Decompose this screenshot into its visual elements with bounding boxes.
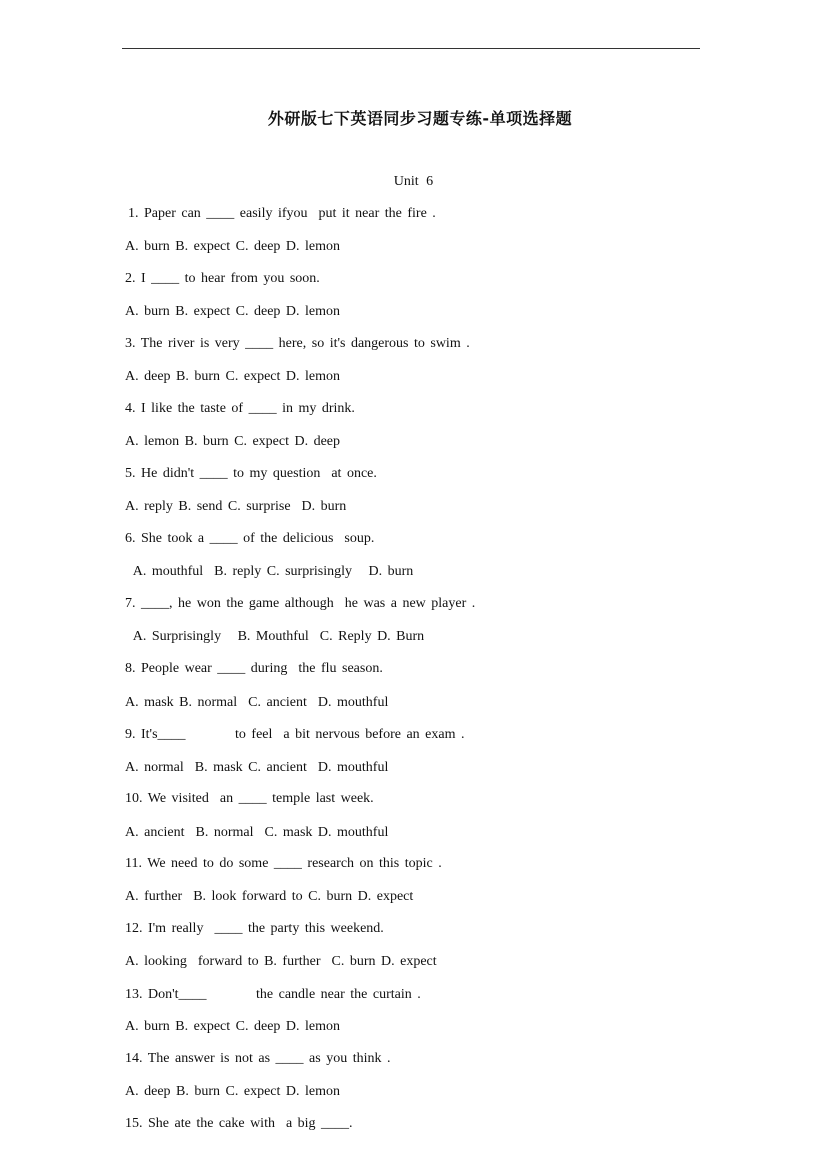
question-line: 15. She ate the cake with a big ____. — [125, 1116, 353, 1131]
options-line: A. burn B. expect C. deep D. lemon — [125, 304, 341, 319]
question-line: 10. We visited an ____ temple last week. — [125, 791, 374, 806]
options-line: A. further B. look forward to C. burn D. expect — [125, 889, 414, 904]
question-line: 4. I like the taste of ____ in my drink. — [125, 401, 355, 416]
options-line: A. looking forward to B. further C. burn D. expect — [125, 954, 437, 969]
options-line: A. lemon B. burn C. expect D. deep — [125, 434, 341, 449]
options-line: A. deep B. burn C. expect D. lemon — [125, 1084, 341, 1099]
question-line: 3. The river is very ____ here, so it's dangerous to swim . — [125, 336, 470, 351]
question-line: 8. People wear ____ during the flu season. — [125, 661, 383, 676]
options-line: A. burn B. expect C. deep D. lemon — [125, 239, 341, 254]
unit-heading: Unit 6 — [393, 174, 434, 189]
page-title: 外研版七下英语同步习题专练-单项选择题 — [267, 109, 573, 128]
options-line: A. normal B. mask C. ancient D. mouthful — [125, 760, 389, 775]
question-line: 11. We need to do some ____ research on this topic . — [125, 856, 442, 871]
question-line: 14. The answer is not as ____ as you think . — [125, 1051, 391, 1066]
options-line: A. burn B. expect C. deep D. lemon — [125, 1019, 341, 1034]
question-line: 9. It's____ to feel a bit nervous before an exam . — [125, 727, 465, 742]
question-line: 6. She took a ____ of the delicious soup. — [125, 531, 375, 546]
options-line: A. Surprisingly B. Mouthful C. Reply D. Burn — [128, 629, 425, 644]
question-line: 12. I'm really ____ the party this weekend. — [125, 921, 384, 936]
options-line: A. deep B. burn C. expect D. lemon — [125, 369, 341, 384]
question-line: 2. I ____ to hear from you soon. — [125, 271, 320, 286]
options-line: A. mask B. normal C. ancient D. mouthful — [125, 695, 389, 710]
options-line: A. mouthful B. reply C. surprisingly D. burn — [128, 564, 414, 579]
question-line: 5. He didn't ____ to my question at once. — [125, 466, 377, 481]
options-line: A. reply B. send C. surprise D. burn — [125, 499, 347, 514]
question-line: 1. Paper can ____ easily ifyou put it near the fire . — [128, 206, 436, 221]
question-line: 13. Don't____ the candle near the curtain . — [125, 987, 421, 1002]
options-line: A. ancient B. normal C. mask D. mouthful — [125, 825, 389, 840]
question-line: 7. ____, he won the game although he was a new player . — [125, 596, 476, 611]
